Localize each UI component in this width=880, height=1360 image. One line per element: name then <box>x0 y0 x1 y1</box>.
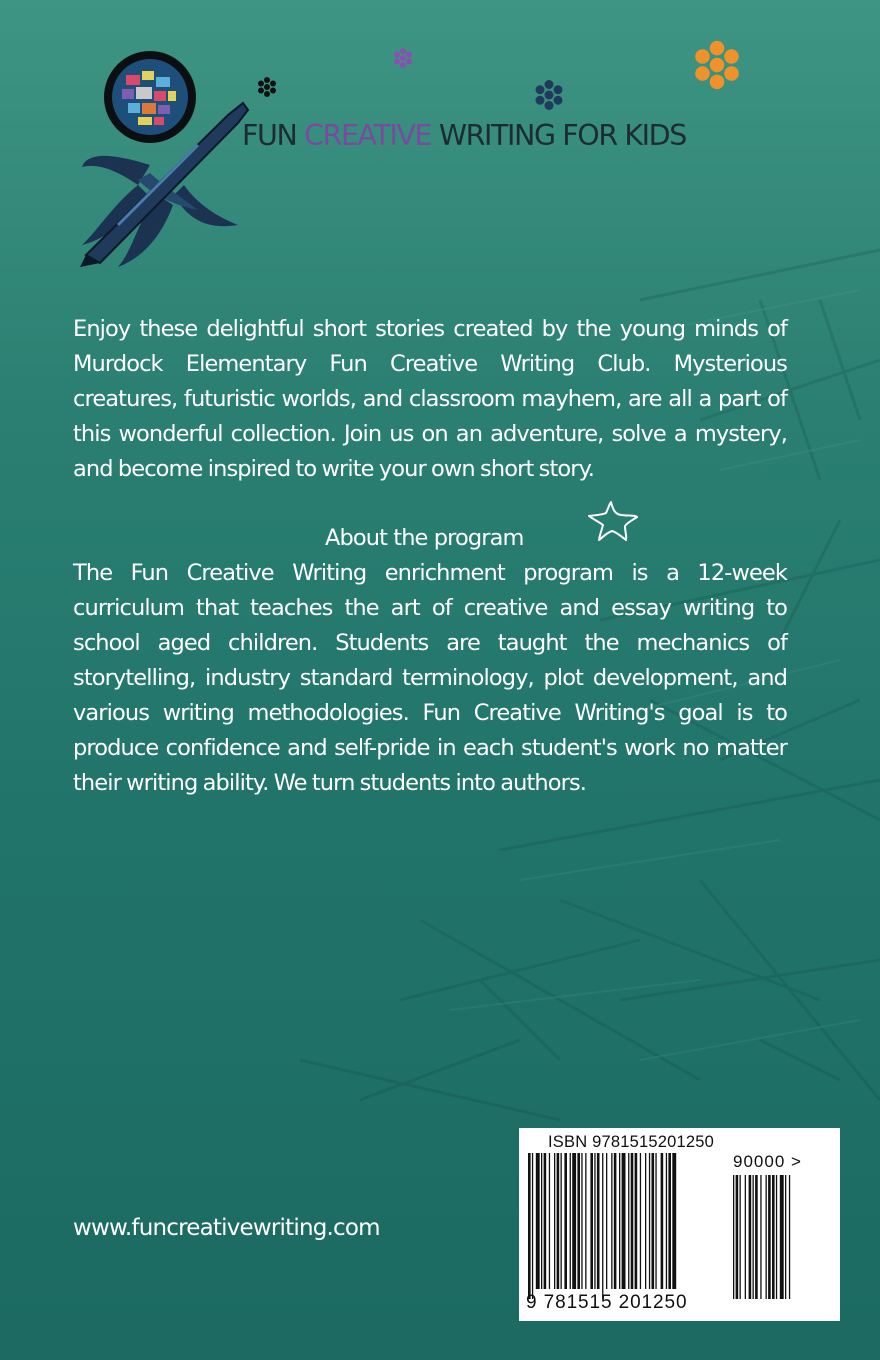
barcode-addon-bar <box>780 1175 784 1299</box>
barcode-bar <box>672 1153 676 1289</box>
intro-paragraph: Enjoy these delightful short stories created by the young minds of Murdock Elementary Fun Creative Writing Club. Mysterious creatures, futuristic worlds, and classroom mayhem, are all a part of this wonderful collection. Join us on an adventure, solve a mystery, and become inspired to write your own short story. <box>73 316 787 482</box>
barcode-addon-bar <box>766 1175 767 1299</box>
barcode-bar <box>577 1153 580 1289</box>
barcode-addon-bar <box>760 1175 761 1299</box>
barcode-bar <box>564 1153 567 1289</box>
barcode-bar <box>594 1153 595 1289</box>
barcode-bar <box>557 1153 560 1289</box>
flower-icon <box>688 36 746 94</box>
mascot-logo-icon <box>78 45 258 270</box>
barcode-bar <box>655 1153 656 1289</box>
barcode-bar <box>554 1153 555 1289</box>
barcode-bar <box>614 1153 617 1289</box>
barcode-bar <box>628 1153 629 1289</box>
barcode-addon-bar <box>768 1175 771 1299</box>
barcode-bar <box>666 1153 667 1289</box>
barcode-icon <box>528 1153 834 1299</box>
barcode-bar <box>597 1153 600 1289</box>
barcode-addon-bar <box>785 1175 786 1299</box>
brand-title <box>242 112 762 160</box>
barcode-bar <box>652 1153 655 1289</box>
barcode-addon-bar <box>772 1175 775 1299</box>
brand-accent: CREATIVE <box>304 119 432 152</box>
barcode-bar <box>544 1153 547 1289</box>
barcode-addon-bar <box>755 1175 758 1299</box>
barcode-addon-bar <box>789 1175 790 1299</box>
barcode-addon-bar <box>749 1175 752 1299</box>
flower-icon <box>391 46 415 70</box>
barcode-bar <box>635 1153 638 1289</box>
barcode-bar <box>541 1153 542 1289</box>
brand-prefix: FUN <box>242 119 305 152</box>
barcode-bar <box>549 1153 550 1289</box>
barcode-bar <box>590 1153 593 1289</box>
barcode-bar <box>622 1153 626 1289</box>
barcode-bar <box>532 1153 533 1299</box>
barcode-addon-bar <box>776 1175 777 1299</box>
brand-suffix: WRITING FOR KIDS <box>431 119 686 152</box>
barcode-bar <box>640 1153 641 1289</box>
barcode-bar <box>602 1153 603 1299</box>
barcode-bar <box>661 1153 664 1289</box>
barcode-bar <box>619 1153 620 1289</box>
price-code: 90000 > <box>733 1152 802 1171</box>
program-paragraph: The Fun Creative Writing enrichment program is a 12-week curriculum that teaches the art of creative and essay writing to school aged children. Students are taught the mechanics of storytelling, industry standard terminology, plot development, and various writing methodologies. Fun Creative Writing's goal is to produce confidence and self-pride in each student's work no matter their writing ability. We turn students into authors. <box>73 560 787 796</box>
barcode-bar <box>649 1153 650 1289</box>
website-url: www.funcreativewriting.com <box>73 1215 380 1241</box>
barcode-digits: 9 781515 201250 <box>526 1292 688 1313</box>
barcode-bar <box>536 1153 540 1289</box>
barcode-bar <box>585 1153 586 1289</box>
barcode-addon-bar <box>736 1175 739 1299</box>
barcode-bar <box>645 1153 646 1289</box>
barcode-bar <box>631 1153 634 1289</box>
barcode-bar <box>606 1153 607 1289</box>
barcode-bar <box>561 1153 562 1289</box>
barcode-addon-bar <box>753 1175 754 1299</box>
barcode-addon-bar <box>745 1175 746 1299</box>
barcode-bar <box>581 1153 582 1289</box>
barcode-addon-bar <box>733 1175 734 1299</box>
barcode-bar <box>572 1153 576 1289</box>
barcode-bar <box>611 1153 612 1289</box>
flower-icon <box>255 75 279 99</box>
barcode-addon-bar <box>740 1175 741 1299</box>
barcode-bar <box>528 1153 531 1299</box>
barcode-bar <box>570 1153 571 1289</box>
isbn-label: ISBN 9781515201250 <box>548 1133 714 1151</box>
about-heading: About the program <box>325 525 524 551</box>
star-icon <box>585 498 641 544</box>
barcode-bar <box>668 1153 671 1289</box>
flower-icon <box>531 77 567 113</box>
